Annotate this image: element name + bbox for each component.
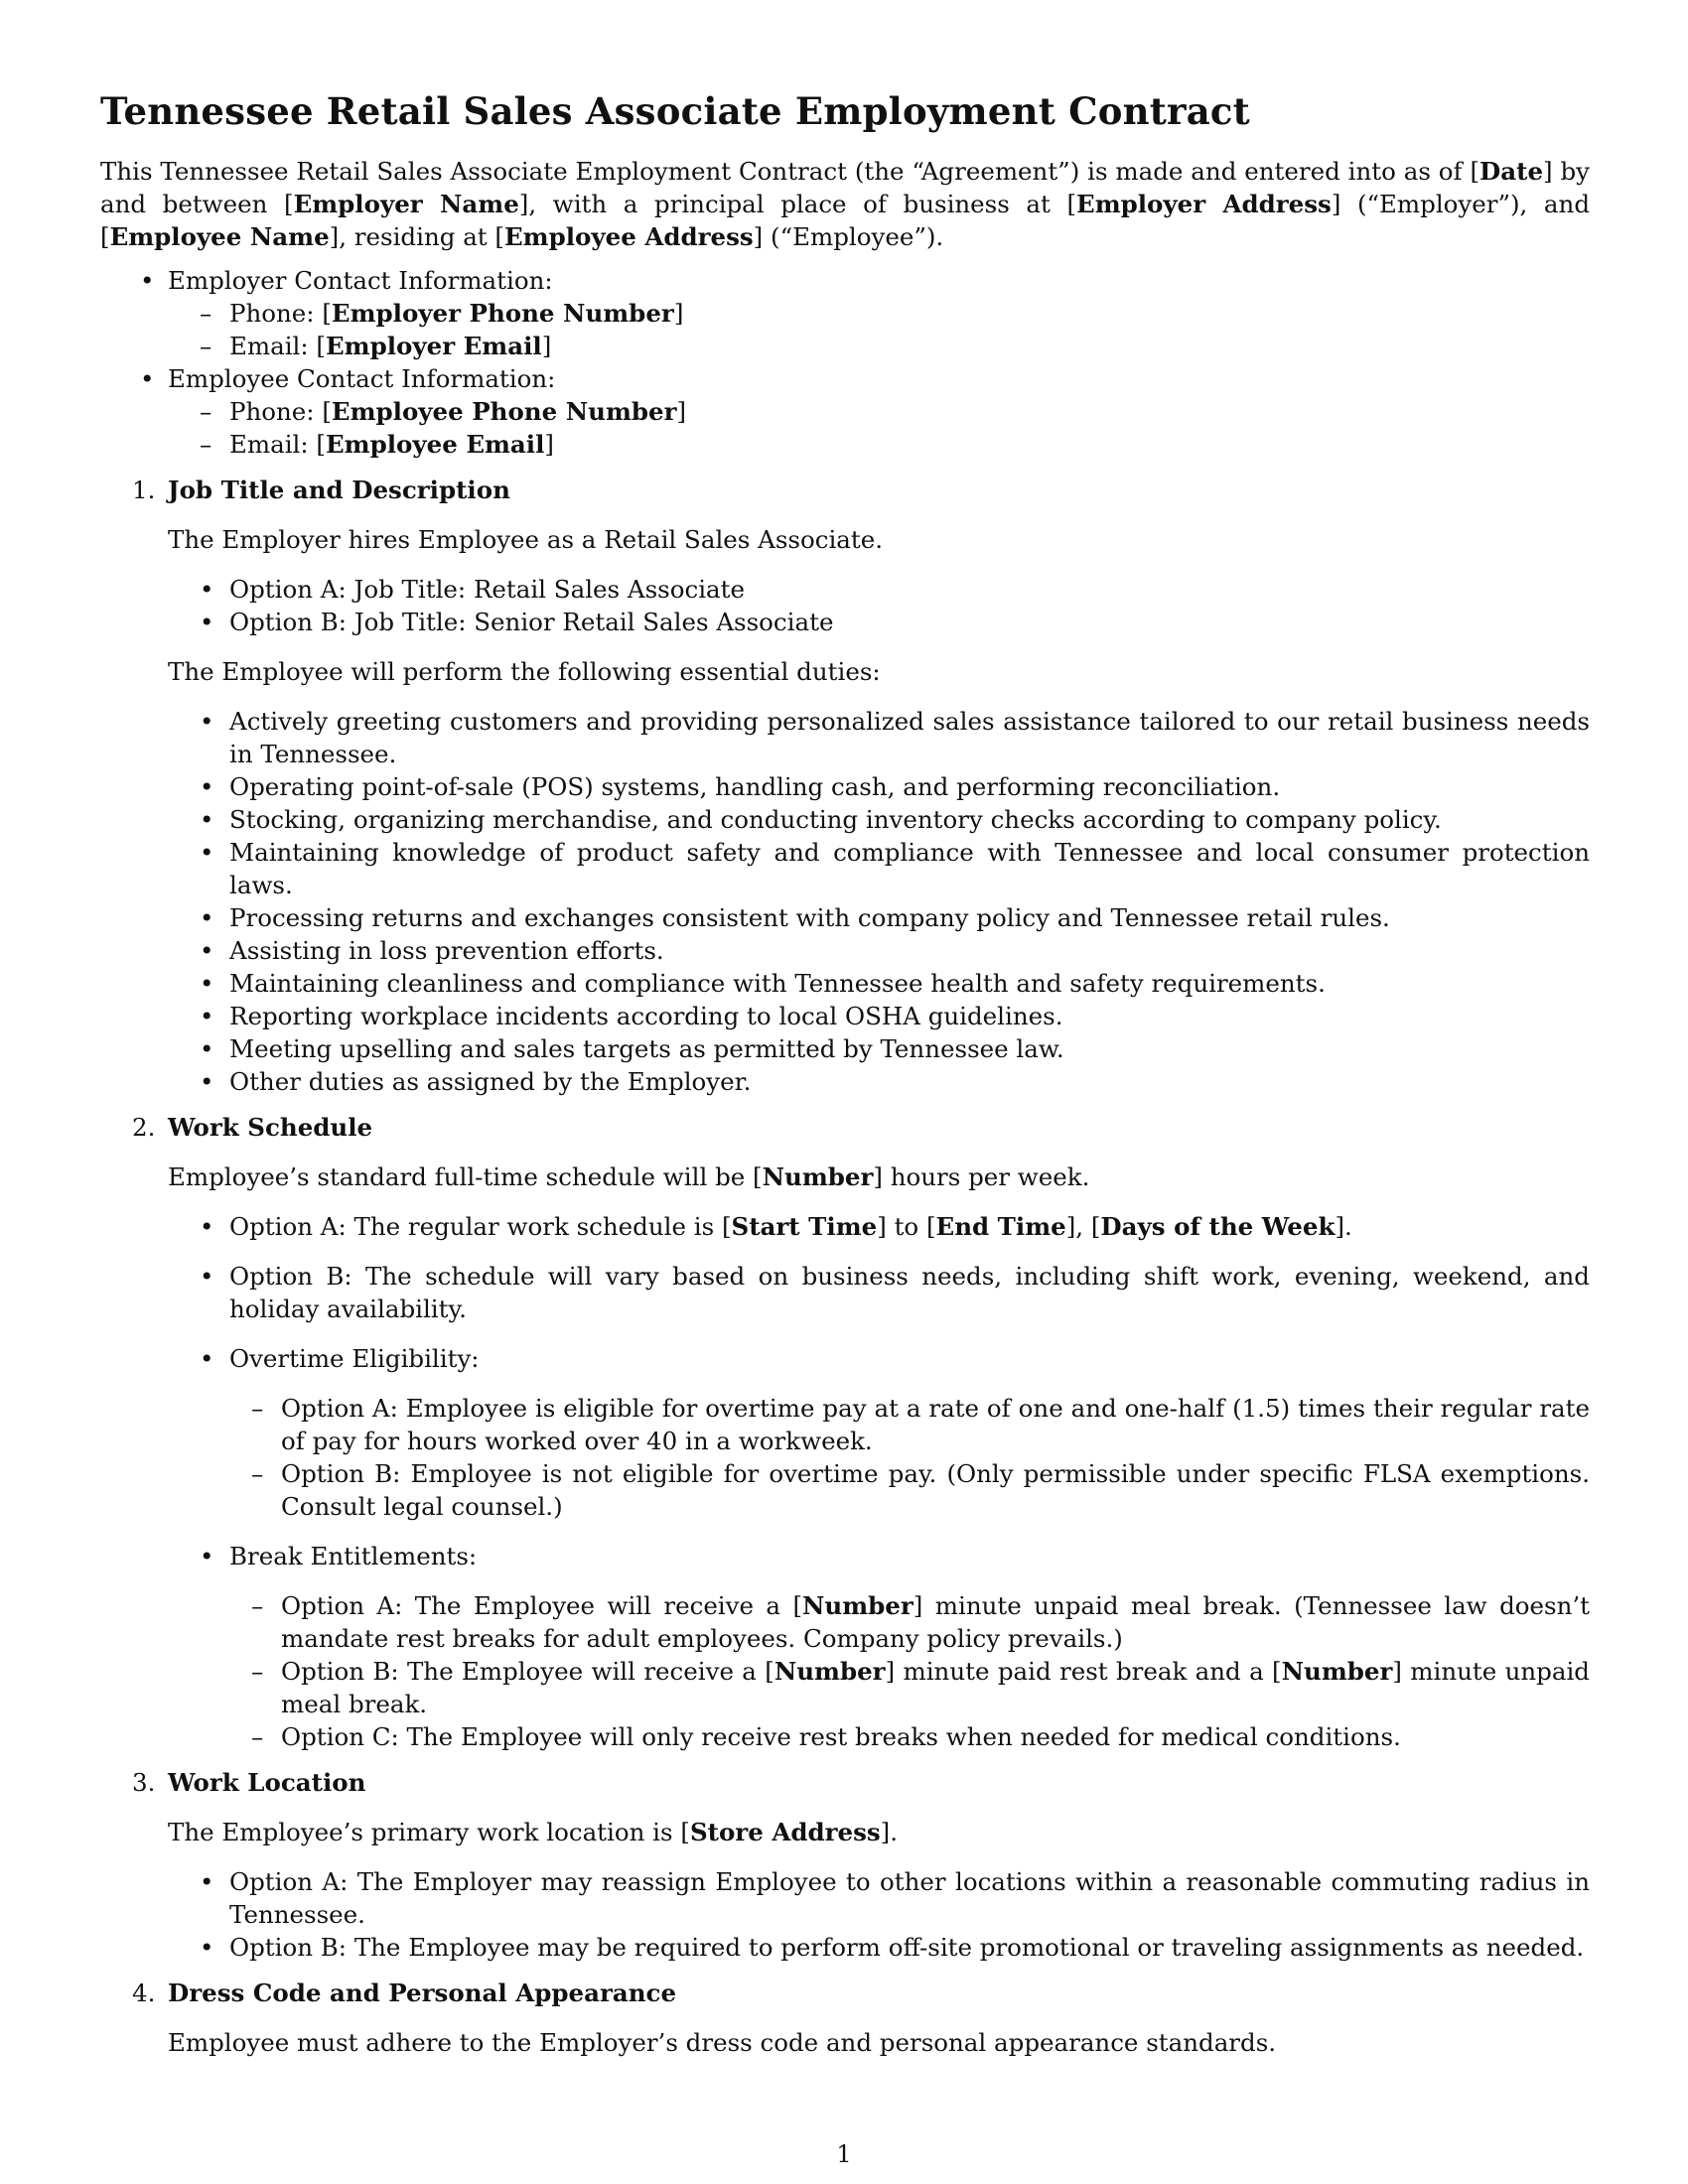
section-dress-code: 4. Dress Code and Personal Appearance Employee must adhere to the Employer’s dress code and personal appearance standards. <box>100 1977 1590 2059</box>
location-options <box>168 1865 1590 1964</box>
list-item: – Option B: Employee is not eligible for overtime pay. (Only permissible under specific FLSA exemptions. Consult legal counsel.) <box>251 1459 1590 1521</box>
section-job-title: 1. Job Title and Description The Employer hires Employee as a Retail Sales Associate. • Option A: Job Title: Retail Sales Associate • Option B: Job Title: Senior Retail Sales Associate The Employee will perform the following essential duties: • Actively greeting customers and providing personalized sales assistance tailored to our retail business needs in Tennessee. • Operating point-of-sale (POS) systems, handling cash, and performing reconciliation. • Stocking, organizing merchandise, and conducting inventory checks according to company policy. • Maintaining knowledge of product safety and compliance with Tennessee and local consumer protection laws. • Processing returns and exchanges consistent with company policy and Tennessee retail rules. • Assisting in loss prevention efforts. • Maintaining cleanliness and compliance with Tennessee health and safety requirements. • Reporting workplace incidents according to local OSHA guidelines. • Meeting upselling and sales targets as permitted by Tennessee law. • Other duties as assigned by the Employer. <box>132 476 1590 1096</box>
break-options <box>168 1589 1590 1753</box>
section-body: Employee’s standard full-time schedule will be [Number] hours per week. <box>168 1162 1090 1191</box>
intro-paragraph: This Tennessee Retail Sales Associate Employment Contract (the “Agreement”) is made and entered into as of [Date] by and between [Employer Name], with a principal place of business at [Employer Address] (“Employer”), and [Employee Name], residing at [Employee Address] (“Employee”). <box>100 157 1591 251</box>
list-item: • Option B: Job Title: Senior Retail Sales Associate <box>200 608 834 636</box>
list-item: • Option A: Job Title: Retail Sales Associate <box>200 575 745 604</box>
list-item: • Meeting upselling and sales targets as permitted by Tennessee law. <box>200 1034 1064 1063</box>
list-item: – Option A: The Employee will receive a [Number] minute unpaid meal break. (Tennessee law doesn’t mandate rest breaks for adult employees. Company policy prevails.) <box>251 1591 1590 1653</box>
schedule-options <box>168 1210 1590 1375</box>
duties-intro: The Employee will perform the following essential duties: <box>168 657 881 686</box>
page-number: 1 <box>836 2140 852 2168</box>
employee-contact-item: • Employee Contact Information: <box>140 364 556 393</box>
list-item: • Option B: The Employee may be required to perform off-site promotional or traveling assignments as needed. <box>200 1933 1585 1962</box>
list-item: • Processing returns and exchanges consistent with company policy and Tennessee retail rules. <box>200 903 1390 932</box>
job-title-options <box>168 573 1590 638</box>
list-item: – Option B: The Employee will receive a [Number] minute paid rest break and a [Number] minute unpaid meal break. <box>251 1657 1590 1718</box>
list-item: – Option A: Employee is eligible for overtime pay at a rate of one and one-half (1.5) times their regular rate of pay for hours worked over 40 in a workweek. <box>251 1394 1590 1455</box>
list-item: • Operating point-of-sale (POS) systems, handling cash, and performing reconciliation. <box>200 772 1281 801</box>
list-item: • Actively greeting customers and providing personalized sales assistance tailored to our retail business needs in Tennessee. <box>200 707 1590 768</box>
document-page <box>100 87 1590 2076</box>
section-work-location: 3. Work Location The Employee’s primary work location is [Store Address]. • Option A: The Employer may reassign Employee to other locations within a reasonable commuting radius in Tennessee. • Option B: The Employee may be required to perform off-site promotional or traveling assignments as needed. <box>132 1768 1590 1962</box>
duties-list <box>168 705 1590 1098</box>
employee-email-item: – Email: [Employee Email] <box>200 430 554 459</box>
breaks-item: • Break Entitlements: <box>200 1542 478 1570</box>
document-title: Tennessee Retail Sales Associate Employment Contract <box>100 89 1250 133</box>
list-item: • Option A: The regular work schedule is [Start Time] to [End Time], [Days of the Week]. <box>200 1212 1352 1241</box>
section-body: The Employee’s primary work location is [Store Address]. <box>168 1818 899 1846</box>
list-item: – Option C: The Employee will only receive rest breaks when needed for medical conditions. <box>251 1722 1401 1751</box>
employer-address-field: Employer Address <box>1076 190 1332 218</box>
employer-email-item: – Email: [Employer Email] <box>200 332 552 360</box>
section-body: Employee must adhere to the Employer’s dress code and personal appearance standards. <box>168 2028 1277 2057</box>
overtime-options <box>168 1392 1590 1523</box>
list-item: • Maintaining knowledge of product safety and compliance with Tennessee and local consumer protection laws. <box>200 838 1590 899</box>
list-item: • Reporting workplace incidents according to local OSHA guidelines. <box>200 1002 1063 1030</box>
contact-list <box>100 264 1590 461</box>
overtime-item: • Overtime Eligibility: <box>200 1344 480 1373</box>
list-item: • Stocking, organizing merchandise, and conducting inventory checks according to company policy. <box>200 805 1442 834</box>
section-heading: Work Location <box>168 1768 366 1797</box>
list-item: • Other duties as assigned by the Employer. <box>200 1067 752 1096</box>
section-heading: Work Schedule <box>168 1113 373 1142</box>
section-heading: Dress Code and Personal Appearance <box>168 1979 677 2007</box>
list-item: • Maintaining cleanliness and compliance with Tennessee health and safety requirements. <box>200 969 1326 998</box>
date-field: Date <box>1479 157 1544 186</box>
list-item: • Option B: The schedule will vary based on business needs, including shift work, evening, weekend, and holiday availability. <box>200 1262 1590 1323</box>
section-body: The Employer hires Employee as a Retail Sales Associate. <box>168 525 884 554</box>
employee-name-field: Employee Name <box>109 222 330 251</box>
section-work-schedule: 2. Work Schedule Employee’s standard full-time schedule will be [Number] hours per week. • Option A: The regular work schedule is [Start Time] to [End Time], [Days of the Week]. • Option B: The schedule will vary based on business needs, including shift work, evening, weekend, and holiday availability. • Overtime Eligibility: – Option A: Employee is eligible for overtime pay at a rate of one and one-half (1.5) times their regular rate of pay for hours worked over 40 in a workweek. – Option B: Employee is not eligible for overtime pay. (Only permissible under specific FLSA exemptions. Consult legal counsel.) • Break Entitlements: – Option A: The Employee will receive a [Number] minute unpaid meal break. (Tennessee law doesn’t mandate rest breaks for adult employees. Company policy prevails.) – Option B: The Employee will receive a [Number] minute paid rest break and a [Number] minute unpaid meal break. – Option C: The Employee will only receive rest breaks when needed for medical conditions. <box>132 1113 1590 1751</box>
employee-address-field: Employee Address <box>504 222 754 251</box>
list-item: • Assisting in loss prevention efforts. <box>200 936 664 965</box>
employee-phone-item: – Phone: [Employee Phone Number] <box>200 397 687 426</box>
list-item: • Option A: The Employer may reassign Employee to other locations within a reasonable commuting radius in Tennessee. <box>200 1867 1590 1929</box>
section-heading: Job Title and Description <box>168 476 510 504</box>
breaks-item-list <box>168 1540 1590 1572</box>
employer-phone-item: – Phone: [Employer Phone Number] <box>200 299 684 328</box>
employer-contact-item: • Employer Contact Information: <box>140 266 553 295</box>
employer-name-field: Employer Name <box>293 190 519 218</box>
